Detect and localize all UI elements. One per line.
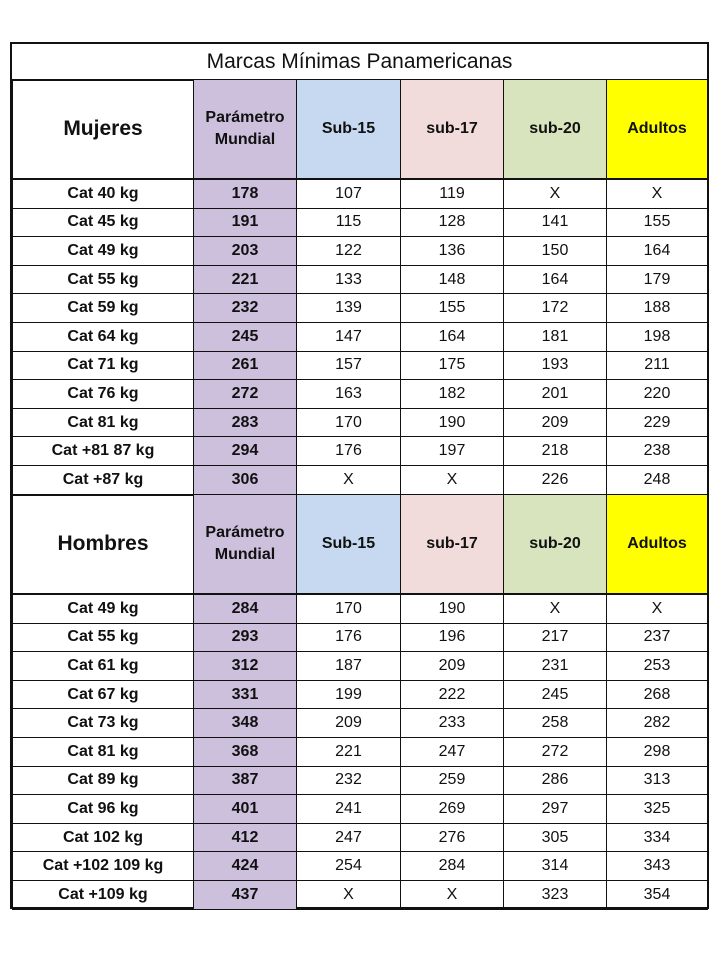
sub15-cell: 139 [297,294,401,323]
sub15-cell: 157 [297,351,401,380]
adultos-cell: 164 [607,237,708,266]
category-cell: Cat 61 kg [13,652,194,681]
men-header-row [13,495,708,595]
category-cell: Cat 96 kg [13,795,194,824]
table-row [13,351,708,380]
category-cell: Cat 76 kg [13,380,194,409]
parametro-cell: 437 [194,880,297,909]
category-cell: Cat 55 kg [13,623,194,652]
header-adultos: Adultos [607,80,708,180]
parametro-cell: 412 [194,823,297,852]
table-row [13,594,708,623]
sub17-cell: 284 [401,852,504,881]
table-row [13,294,708,323]
adultos-cell: 343 [607,852,708,881]
sub15-cell: 176 [297,437,401,466]
parametro-cell: 424 [194,852,297,881]
table-row [13,465,708,494]
table-row [13,680,708,709]
sub15-cell: 122 [297,237,401,266]
sub17-cell: 128 [401,208,504,237]
adultos-cell: 188 [607,294,708,323]
category-cell: Cat 71 kg [13,351,194,380]
parametro-cell: 284 [194,594,297,623]
sub20-cell: 201 [504,380,607,409]
sub20-cell: 231 [504,652,607,681]
category-cell: Cat 64 kg [13,322,194,351]
sub15-cell: 115 [297,208,401,237]
sub15-cell: 176 [297,623,401,652]
header-parametro-mundial: Parámetro Mundial [194,495,297,595]
adultos-cell: X [607,594,708,623]
sub20-cell: 164 [504,265,607,294]
table-row [13,623,708,652]
sub15-cell: 254 [297,852,401,881]
adultos-cell: 220 [607,380,708,409]
adultos-cell: 238 [607,437,708,466]
header-sub20: sub-20 [504,495,607,595]
parametro-cell: 293 [194,623,297,652]
sub20-cell: 209 [504,408,607,437]
marks-table [10,42,709,909]
adultos-cell: 268 [607,680,708,709]
sub20-cell: X [504,179,607,208]
table-row [13,652,708,681]
category-cell: Cat 89 kg [13,766,194,795]
table-row [13,823,708,852]
sub15-cell: 209 [297,709,401,738]
sub20-cell: 218 [504,437,607,466]
adultos-cell: 198 [607,322,708,351]
category-cell: Cat 45 kg [13,208,194,237]
parametro-cell: 272 [194,380,297,409]
sub20-cell: 150 [504,237,607,266]
sub17-cell: 190 [401,408,504,437]
category-cell: Cat 55 kg [13,265,194,294]
sub15-cell: X [297,880,401,909]
sub15-cell: 107 [297,179,401,208]
sub20-cell: 181 [504,322,607,351]
category-cell: Cat 49 kg [13,594,194,623]
category-cell: Cat 40 kg [13,179,194,208]
sub20-cell: X [504,594,607,623]
sub17-cell: 259 [401,766,504,795]
parametro-cell: 191 [194,208,297,237]
parametro-cell: 387 [194,766,297,795]
adultos-cell: 282 [607,709,708,738]
sub20-cell: 286 [504,766,607,795]
parametro-cell: 203 [194,237,297,266]
sub17-cell: 175 [401,351,504,380]
sub20-cell: 297 [504,795,607,824]
parametro-cell: 294 [194,437,297,466]
parametro-cell: 245 [194,322,297,351]
category-cell: Cat 67 kg [13,680,194,709]
adultos-cell: 313 [607,766,708,795]
category-cell: Cat 59 kg [13,294,194,323]
category-cell: Cat +81 87 kg [13,437,194,466]
section-title-men: Hombres [13,495,194,595]
parametro-cell: 221 [194,265,297,294]
sub15-cell: 147 [297,322,401,351]
sub17-cell: 182 [401,380,504,409]
sub17-cell: 233 [401,709,504,738]
category-cell: Cat +87 kg [13,465,194,494]
sub15-cell: 133 [297,265,401,294]
parametro-cell: 401 [194,795,297,824]
table-row [13,737,708,766]
table-row [13,179,708,208]
table-row [13,265,708,294]
sub17-cell: 269 [401,795,504,824]
sub17-cell: 148 [401,265,504,294]
parametro-cell: 283 [194,408,297,437]
sub20-cell: 172 [504,294,607,323]
sub15-cell: 163 [297,380,401,409]
sub15-cell: X [297,465,401,494]
parametro-cell: 178 [194,179,297,208]
header-parametro-mundial: Parámetro Mundial [194,80,297,180]
table-row [13,408,708,437]
sub20-cell: 245 [504,680,607,709]
sub15-cell: 187 [297,652,401,681]
adultos-cell: X [607,179,708,208]
sub20-cell: 314 [504,852,607,881]
sub20-cell: 258 [504,709,607,738]
sub17-cell: 136 [401,237,504,266]
sub15-cell: 221 [297,737,401,766]
table-row [13,709,708,738]
sub17-cell: 209 [401,652,504,681]
adultos-cell: 237 [607,623,708,652]
adultos-cell: 179 [607,265,708,294]
table-row [13,237,708,266]
adultos-cell: 155 [607,208,708,237]
table-row [13,795,708,824]
table-title: Marcas Mínimas Panamericanas [12,44,707,81]
sub17-cell: 190 [401,594,504,623]
sub20-cell: 217 [504,623,607,652]
table-row [13,852,708,881]
women-section-table [12,79,708,496]
adultos-cell: 354 [607,880,708,909]
sub20-cell: 141 [504,208,607,237]
men-section-table [12,494,708,910]
table-row [13,322,708,351]
parametro-cell: 331 [194,680,297,709]
sub20-cell: 272 [504,737,607,766]
parametro-cell: 232 [194,294,297,323]
sub17-cell: 222 [401,680,504,709]
header-sub17: sub-17 [401,80,504,180]
women-header-row [13,80,708,180]
sub20-cell: 226 [504,465,607,494]
table-row [13,380,708,409]
table-row [13,437,708,466]
sub15-cell: 170 [297,408,401,437]
sub17-cell: 164 [401,322,504,351]
category-cell: Cat +102 109 kg [13,852,194,881]
category-cell: Cat 73 kg [13,709,194,738]
adultos-cell: 211 [607,351,708,380]
sub17-cell: X [401,465,504,494]
parametro-cell: 312 [194,652,297,681]
table-row [13,766,708,795]
sub15-cell: 241 [297,795,401,824]
adultos-cell: 325 [607,795,708,824]
section-title-women: Mujeres [13,80,194,180]
sub17-cell: 276 [401,823,504,852]
header-sub15: Sub-15 [297,80,401,180]
parametro-cell: 306 [194,465,297,494]
header-sub15: Sub-15 [297,495,401,595]
adultos-cell: 298 [607,737,708,766]
adultos-cell: 253 [607,652,708,681]
sub17-cell: 247 [401,737,504,766]
sub15-cell: 232 [297,766,401,795]
adultos-cell: 229 [607,408,708,437]
category-cell: Cat 49 kg [13,237,194,266]
sub20-cell: 323 [504,880,607,909]
adultos-cell: 334 [607,823,708,852]
parametro-cell: 261 [194,351,297,380]
category-cell: Cat 81 kg [13,737,194,766]
sub17-cell: 119 [401,179,504,208]
adultos-cell: 248 [607,465,708,494]
sub17-cell: 155 [401,294,504,323]
category-cell: Cat 102 kg [13,823,194,852]
header-sub20: sub-20 [504,80,607,180]
sub15-cell: 247 [297,823,401,852]
sub20-cell: 193 [504,351,607,380]
sub15-cell: 170 [297,594,401,623]
table-row [13,880,708,909]
parametro-cell: 368 [194,737,297,766]
header-adultos: Adultos [607,495,708,595]
category-cell: Cat +109 kg [13,880,194,909]
header-sub17: sub-17 [401,495,504,595]
sub17-cell: X [401,880,504,909]
category-cell: Cat 81 kg [13,408,194,437]
sub17-cell: 197 [401,437,504,466]
sub20-cell: 305 [504,823,607,852]
parametro-cell: 348 [194,709,297,738]
sub15-cell: 199 [297,680,401,709]
table-row [13,208,708,237]
sub17-cell: 196 [401,623,504,652]
